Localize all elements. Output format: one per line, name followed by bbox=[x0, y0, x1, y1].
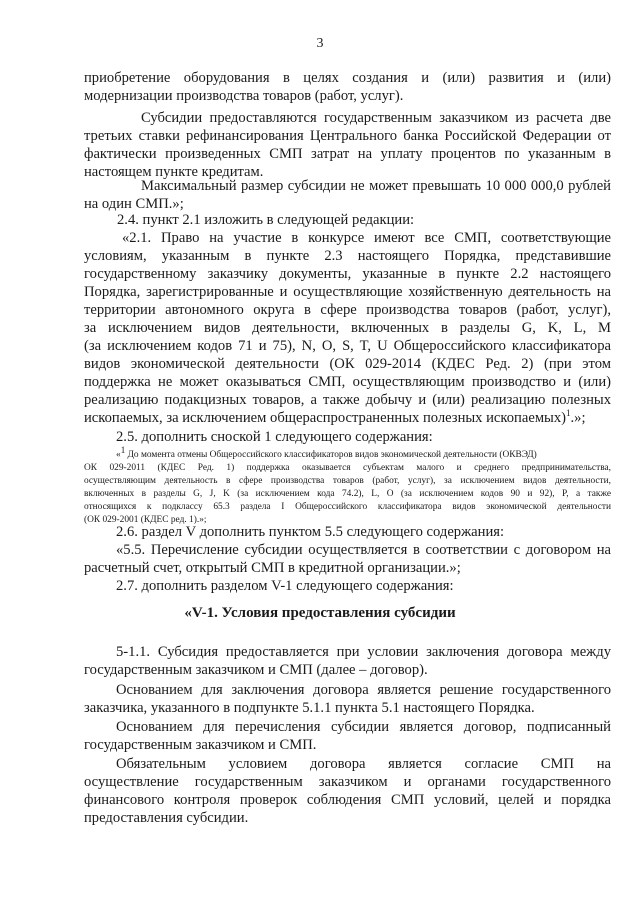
text-line: на один СМП.»; bbox=[84, 196, 184, 212]
text-line: модернизации производства товаров (работ, услуг). bbox=[84, 88, 404, 104]
text-line: государственным заказчиком и СМП (далее – договор). bbox=[84, 662, 428, 678]
text-line: государственному заказчику документы, указанные в пункте 2.2 настоящего bbox=[84, 266, 611, 282]
footnote-text: До момента отмены Общероссийского классификаторов видов экономической деятельности (ОКВЭД) bbox=[127, 450, 537, 460]
text-line bbox=[84, 409, 586, 427]
text-line: за исключением видов деятельности, включенных в разделы G, K, L, M bbox=[84, 320, 611, 336]
footnote-line: относящихся к подклассу 65.3 раздела I Общероссийского классификатора видов экономической деятельности bbox=[84, 502, 611, 512]
text-line: приобретение оборудования в целях создания и (или) развития и (или) bbox=[84, 70, 611, 86]
text-line: осуществление государственным заказчиком и органами государственного bbox=[84, 774, 611, 790]
text-line: «5.5. Перечисление субсидии осуществляется в соответствии с договором на bbox=[116, 542, 611, 558]
footnote-line: включенных в разделы G, J, K (за исключением кода 74.2), L, O (за исключением кодов 90 и 92), P, а также bbox=[84, 489, 611, 499]
footnote-open: « bbox=[116, 450, 121, 460]
text-line: настоящем пункте кредитам. bbox=[84, 164, 264, 180]
text-line: расчетный счет, открытый СМП в кредитной организации.»; bbox=[84, 560, 461, 576]
text-line: 5-1.1. Субсидия предоставляется при условии заключения договора между bbox=[116, 644, 611, 660]
text-line: Основанием для перечисления субсидии является договор, подписанный bbox=[116, 719, 611, 735]
text-line: Основанием для заключения договора является решение государственного bbox=[116, 682, 611, 698]
footnote-line: осуществляющим деятельность в сфере производства товаров (работ, услуг), за исключением видов деятельности, bbox=[84, 476, 611, 486]
text-line: (за исключением кодов 71 и 75), N, O, S, T, U Общероссийского классификатора bbox=[84, 338, 611, 354]
text-line: 2.6. раздел V дополнить пунктом 5.5 следующего содержания: bbox=[116, 524, 505, 540]
text-line: Обязательным условием договора является согласие СМП на bbox=[116, 756, 611, 772]
footnote-line: ОК 029-2011 (КДЕС Ред. 1) поддержка оказывается субъектам малого и среднего предпринимательства, bbox=[84, 463, 611, 473]
footnote-ref: 1 bbox=[566, 408, 571, 419]
text-line: 2.4. пункт 2.1 изложить в следующей редакции: bbox=[117, 212, 415, 228]
text-line: государственным заказчиком и СМП. bbox=[84, 737, 317, 753]
footnote-line bbox=[116, 444, 537, 462]
text-line-body: ископаемых, за исключением общераспространенных полезных ископаемых) bbox=[84, 410, 567, 426]
text-line: Субсидии предоставляются государственным заказчиком из расчета две bbox=[141, 110, 611, 126]
text-line: предоставления субсидии. bbox=[84, 810, 249, 826]
text-line: видов экономической деятельности (ОК 029-2014 (КДЕС Ред. 2) (при этом bbox=[84, 356, 611, 372]
text-line: «2.1. Право на участие в конкурсе имеют все СМП, соответствующие bbox=[122, 230, 611, 246]
text-line: Порядка, зарегистрированные и осуществляющие хозяйственную деятельность на bbox=[84, 284, 611, 300]
footnote-mark: 1 bbox=[120, 444, 126, 455]
text-line: реализацию подакцизных товаров, а также добычу и (или) реализацию полезных bbox=[84, 392, 611, 408]
text-line: фактически произведенных СМП затрат на уплату процентов по указанным в bbox=[84, 146, 611, 162]
text-line: финансового контроля проверок соблюдения СМП условий, целей и порядка bbox=[84, 792, 611, 808]
page-number: 3 bbox=[316, 36, 324, 51]
text-line: условиям, указанным в пункте 2.3 настоящего Порядка, представившие bbox=[84, 248, 611, 264]
text-line: Максимальный размер субсидии не может превышать 10 000 000,0 рублей bbox=[141, 178, 611, 194]
text-line: третьих ставки рефинансирования Центрального банка Российской Федерации от bbox=[84, 128, 611, 144]
text-line: заказчика, указанного в подпункте 5.1.1 пункта 5.1 настоящего Порядка. bbox=[84, 700, 535, 716]
text-line: 2.5. дополнить сноской 1 следующего содержания: bbox=[116, 429, 433, 445]
text-line: 2.7. дополнить разделом V-1 следующего содержания: bbox=[116, 578, 454, 594]
footnote-line: (ОК 029-2001 (КДЕС ред. 1).»; bbox=[84, 515, 207, 525]
section-heading: «V-1. Условия предоставления субсидии bbox=[184, 605, 456, 621]
text-line-tail: .»; bbox=[570, 410, 586, 426]
text-line: территории автономного округа в сфере производства товаров (работ, услуг), bbox=[84, 302, 611, 318]
text-line: поддержка не может оказываться СМП, осуществляющим производство и (или) bbox=[84, 374, 611, 390]
